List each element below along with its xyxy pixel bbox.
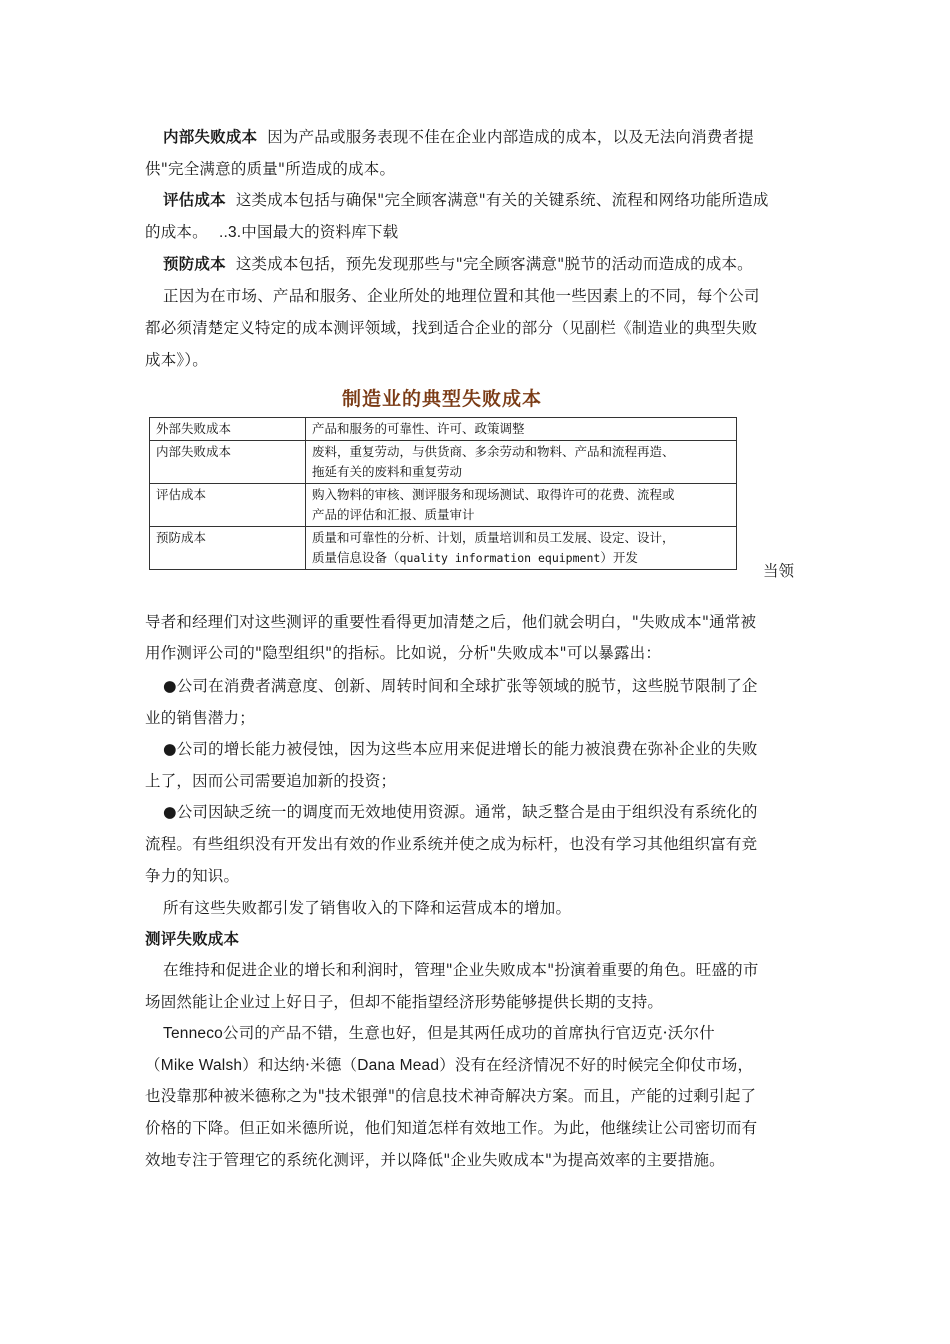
paragraph-line: 业的销售潜力； <box>145 709 255 727</box>
figure-title: 制造业的典型失败成本 <box>342 388 543 410</box>
company-name: Tenneco <box>163 1025 224 1042</box>
cell-text-latin: quality information equipment <box>399 551 601 565</box>
section-heading: 测评失败成本 <box>145 930 240 948</box>
paragraph-continuation: 当领 <box>763 562 795 580</box>
paragraph-text: （ <box>145 1056 161 1074</box>
table-cell-category: 评估成本 <box>150 484 306 527</box>
paragraph-line: 在维持和促进企业的增长和利润时，管理"企业失败成本"扮演着重要的角色。旺盛的市 <box>163 961 759 979</box>
paragraph-line: 争力的知识。 <box>145 867 240 885</box>
table-cell-category: 预防成本 <box>150 527 306 570</box>
term-label: 内部失败成本 <box>163 128 258 146</box>
paragraph-text: 这类成本包括与确保"完全顾客满意"有关的关键系统、流程和网络功能所造成 <box>235 191 769 209</box>
cell-line: 购入物料的审核、测评服务和现场测试、取得许可的花费、流程或 <box>312 487 675 502</box>
table-cell-detail <box>306 441 737 484</box>
table-cell-category: 内部失败成本 <box>150 441 306 484</box>
paragraph-prevention-cost <box>163 254 753 274</box>
table-row <box>150 418 737 441</box>
term-label: 预防成本 <box>163 255 226 273</box>
paragraph-internal-failure-cost <box>163 127 754 147</box>
table-cell-detail <box>306 484 737 527</box>
paragraph-text: ）和达纳·米德（ <box>242 1056 358 1074</box>
paragraph-text: ）没有在经济情况不好的时候完全仰仗市场， <box>439 1056 754 1074</box>
paragraph-line: 场固然能让企业过上好日子，但却不能指望经济形势能够提供长期的支持。 <box>145 993 664 1011</box>
paragraph-line: 也没靠那种被米德称之为"技术银弹"的信息技术神奇解决方案。而且，产能的过剩引起了 <box>145 1087 757 1105</box>
paragraph-text: 的成本。 <box>145 223 208 241</box>
cell-line: 产品和服务的可靠性、许可、政策调整 <box>312 421 525 436</box>
paragraph-line: 供"完全满意的质量"所造成的成本。 <box>145 160 396 178</box>
paragraph-line: 正因为在市场、产品和服务、企业所处的地理位置和其他一些因素上的不同，每个公司 <box>163 287 760 305</box>
paragraph-text: 这类成本包括，预先发现那些与"完全顾客满意"脱节的活动而造成的成本。 <box>235 255 753 273</box>
bullet-item: ●公司在消费者满意度、创新、周转时间和全球扩张等领域的脱节，这些脱节限制了企 <box>163 677 758 695</box>
cell-line: 拖延有关的废料和重复劳动 <box>312 464 463 479</box>
cell-line: 产品的评估和汇报、质量审计 <box>312 507 475 522</box>
cell-line: 废料，重复劳动，与供货商、多余劳动和物料、产品和流程再造、 <box>312 444 675 459</box>
table-cell-detail <box>306 418 737 441</box>
paragraph-line: 价格的下降。但正如米德所说，他们知道怎样有效地工作。为此，他继续让公司密切而有 <box>145 1119 758 1137</box>
download-note: ..3.中国最大的资料库下载 <box>218 224 399 241</box>
paragraph-line <box>145 1055 753 1076</box>
paragraph-line: 成本》）。 <box>145 351 209 369</box>
table-row <box>150 527 737 570</box>
paragraph-line: 流程。有些组织没有开发出有效的作业系统并使之成为标杆，也没有学习其他组织富有竞 <box>145 835 758 853</box>
paragraph-text: 公司的产品不错，生意也好，但是其两任成功的首席执行官迈克·沃尔什 <box>223 1024 715 1042</box>
paragraph-appraisal-cost <box>163 190 769 210</box>
cell-line: 质量和可靠性的分析、计划，质量培训和员工发展、设定、设计， <box>312 530 675 545</box>
paragraph-tenneco <box>163 1023 715 1044</box>
bullet-item: ●公司因缺乏统一的调度而无效地使用资源。通常，缺乏整合是由于组织没有系统化的 <box>163 803 758 821</box>
paragraph-line: 导者和经理们对这些测评的重要性看得更加清楚之后，他们就会明白，"失败成本"通常被 <box>145 613 757 631</box>
paragraph-line: 都必须清楚定义特定的成本测评领域，找到适合企业的部分（见副栏《制造业的典型失败 <box>145 319 758 337</box>
failure-cost-table <box>149 417 737 570</box>
paragraph-line: 所有这些失败都引发了销售收入的下降和运营成本的增加。 <box>163 899 572 917</box>
paragraph-line: 用作测评公司的"隐型组织"的指标。比如说，分析"失败成本"可以暴露出： <box>145 644 662 662</box>
cell-text: ）开发 <box>600 550 638 565</box>
paragraph-line <box>145 222 398 243</box>
person-name: Dana Mead <box>357 1057 440 1074</box>
bullet-item: ●公司的增长能力被侵蚀，因为这些本应用来促进增长的能力被浪费在弥补企业的失败 <box>163 740 758 758</box>
table-cell-category: 外部失败成本 <box>150 418 306 441</box>
cell-text: 质量信息设备（ <box>312 550 400 565</box>
paragraph-line: 效地专注于管理它的系统化测评，并以降低"企业失败成本"为提高效率的主要措施。 <box>145 1151 725 1169</box>
table-row <box>150 484 737 527</box>
term-label: 评估成本 <box>163 191 226 209</box>
table-row <box>150 441 737 484</box>
paragraph-line: 上了，因而公司需要追加新的投资； <box>145 772 397 790</box>
cell-line <box>312 548 730 568</box>
person-name: Mike Walsh <box>160 1057 243 1074</box>
paragraph-text: 因为产品或服务表现不佳在企业内部造成的成本，以及无法向消费者提 <box>267 128 754 146</box>
table-cell-detail <box>306 527 737 570</box>
